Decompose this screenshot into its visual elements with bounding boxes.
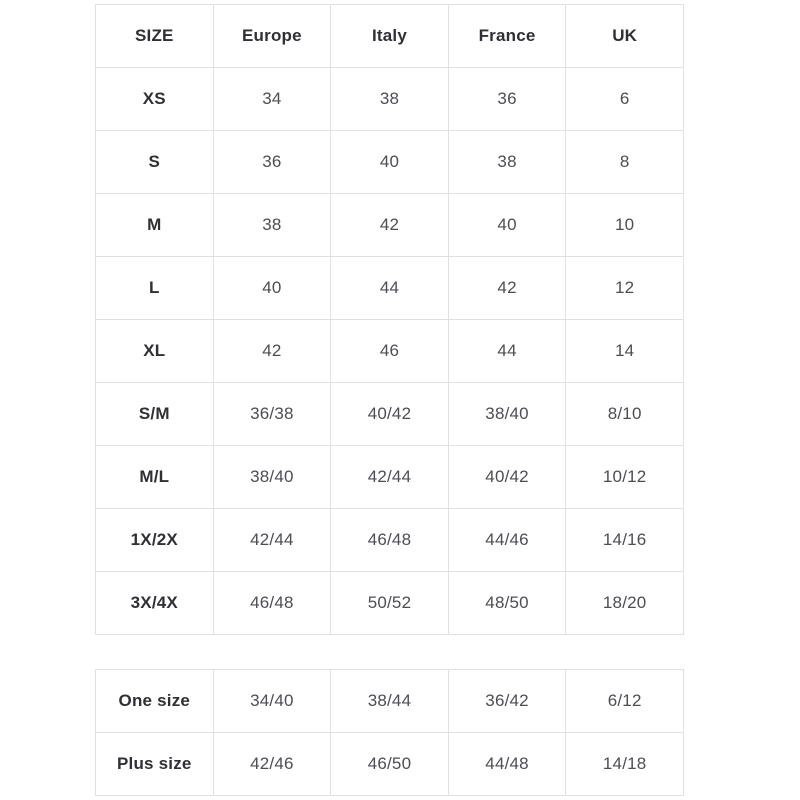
size-value-cell: 36	[448, 68, 566, 131]
row-header-size-label: M/L	[96, 446, 214, 509]
size-value-cell: 6	[566, 68, 684, 131]
size-value-cell: 40	[213, 257, 331, 320]
column-header: Italy	[331, 5, 449, 68]
size-value-cell: 46/50	[331, 733, 449, 796]
row-header-size-label: L	[96, 257, 214, 320]
size-value-cell: 6/12	[566, 670, 684, 733]
table-row	[96, 509, 684, 572]
table-row	[96, 194, 684, 257]
table-row	[96, 68, 684, 131]
size-value-cell: 14	[566, 320, 684, 383]
table-row	[96, 383, 684, 446]
size-value-cell: 44	[331, 257, 449, 320]
table-row	[96, 320, 684, 383]
size-value-cell: 38	[448, 131, 566, 194]
row-header-size-label: XL	[96, 320, 214, 383]
size-chart-container	[95, 4, 684, 796]
size-value-cell: 8	[566, 131, 684, 194]
table-row	[96, 257, 684, 320]
size-value-cell: 42	[448, 257, 566, 320]
size-value-cell: 40	[448, 194, 566, 257]
row-header-size-label: 1X/2X	[96, 509, 214, 572]
size-value-cell: 8/10	[566, 383, 684, 446]
size-value-cell: 14/18	[566, 733, 684, 796]
size-value-cell: 38/40	[213, 446, 331, 509]
size-value-cell: 38	[331, 68, 449, 131]
size-value-cell: 34/40	[213, 670, 331, 733]
size-conversion-table	[95, 4, 684, 635]
size-value-cell: 36/38	[213, 383, 331, 446]
size-value-cell: 44/48	[448, 733, 566, 796]
table-row	[96, 131, 684, 194]
size-value-cell: 40/42	[331, 383, 449, 446]
special-size-table	[95, 669, 684, 796]
row-header-size-label: M	[96, 194, 214, 257]
table-row	[96, 446, 684, 509]
column-header: France	[448, 5, 566, 68]
size-value-cell: 38/40	[448, 383, 566, 446]
table-row	[96, 733, 684, 796]
size-value-cell: 36/42	[448, 670, 566, 733]
size-value-cell: 44	[448, 320, 566, 383]
size-value-cell: 40/42	[448, 446, 566, 509]
row-header-size-label: S	[96, 131, 214, 194]
size-value-cell: 34	[213, 68, 331, 131]
size-value-cell: 18/20	[566, 572, 684, 635]
size-value-cell: 14/16	[566, 509, 684, 572]
size-value-cell: 42/44	[213, 509, 331, 572]
row-header-size-label: S/M	[96, 383, 214, 446]
size-value-cell: 46	[331, 320, 449, 383]
row-header-size-label: XS	[96, 68, 214, 131]
size-value-cell: 46/48	[213, 572, 331, 635]
size-value-cell: 48/50	[448, 572, 566, 635]
size-table-head	[96, 5, 684, 68]
table-row	[96, 572, 684, 635]
size-value-cell: 12	[566, 257, 684, 320]
row-header-size-label: Plus size	[96, 733, 214, 796]
size-table-body	[96, 68, 684, 635]
size-value-cell: 10	[566, 194, 684, 257]
size-value-cell: 44/46	[448, 509, 566, 572]
size-value-cell: 38/44	[331, 670, 449, 733]
column-header: Europe	[213, 5, 331, 68]
size-value-cell: 42	[331, 194, 449, 257]
special-size-table-body	[96, 670, 684, 796]
row-header-size-label: 3X/4X	[96, 572, 214, 635]
size-value-cell: 42/46	[213, 733, 331, 796]
size-value-cell: 38	[213, 194, 331, 257]
column-header-size: SIZE	[96, 5, 214, 68]
size-value-cell: 36	[213, 131, 331, 194]
size-value-cell: 42/44	[331, 446, 449, 509]
header-row	[96, 5, 684, 68]
size-value-cell: 42	[213, 320, 331, 383]
size-value-cell: 40	[331, 131, 449, 194]
size-value-cell: 46/48	[331, 509, 449, 572]
row-header-size-label: One size	[96, 670, 214, 733]
size-value-cell: 10/12	[566, 446, 684, 509]
size-value-cell: 50/52	[331, 572, 449, 635]
table-row	[96, 670, 684, 733]
column-header: UK	[566, 5, 684, 68]
